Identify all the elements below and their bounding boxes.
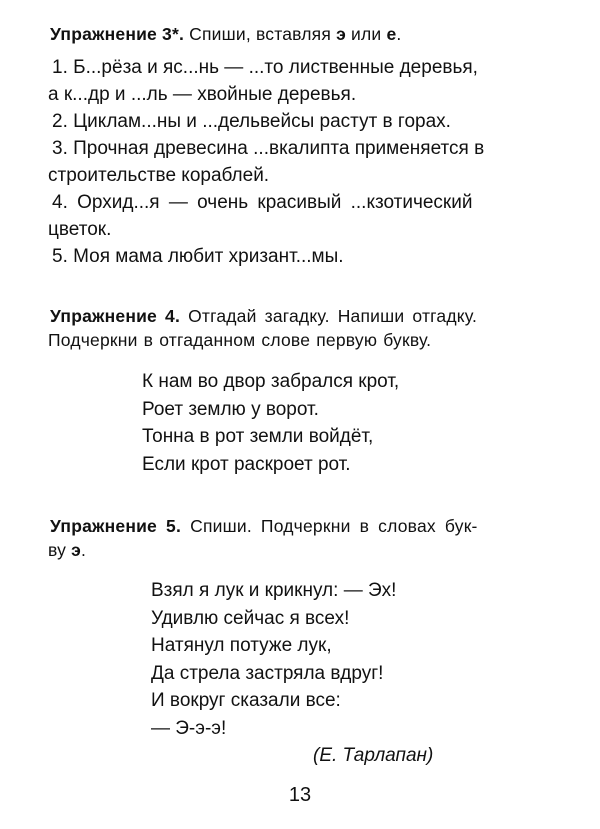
poem-line: — Э-э-э! — [151, 717, 227, 739]
exercise-3-item-2 — [50, 108, 578, 135]
letter-e: е — [386, 24, 397, 44]
exercise-5-title: Упражнение 5. — [50, 516, 182, 536]
exercise-3-item-1 — [50, 54, 578, 108]
exercise-4-heading — [50, 304, 578, 352]
riddle-line: Тонна в рот земли войдёт, — [142, 426, 374, 447]
poem-line: Натянул потуже лук, — [151, 635, 332, 656]
letter-e-reversed: э — [336, 24, 346, 44]
item-3-line-2: строительстве кораблей. — [48, 165, 270, 186]
exercise-5-instruction-line-2: ву — [48, 540, 72, 560]
exercise-4-title: Упражнение 4. — [50, 306, 181, 326]
exercise-3-instruction: Спиши, вставляя — [184, 24, 337, 44]
instruction-period: . — [81, 540, 87, 560]
exercise-5-heading — [50, 514, 578, 562]
letter-e-reversed: э — [71, 540, 81, 560]
exercise-3-item-5 — [50, 243, 578, 270]
poem-line: Да стрела застряла вдруг! — [151, 662, 384, 684]
exercise-3-title: Упражнение 3*. — [50, 24, 185, 44]
exercise-4-instruction-line-2: Подчеркни в отгаданном слове первую букву. — [48, 330, 432, 350]
exercise-4-riddle — [142, 368, 399, 478]
exercise-3-item-4 — [50, 189, 578, 243]
poem-author: (Е. Тарлапан) — [313, 745, 434, 766]
riddle-line: К нам во двор забрался крот, — [142, 371, 400, 392]
exercise-5-poem — [151, 577, 396, 742]
poem-line: И вокруг сказали все: — [151, 690, 341, 711]
exercise-5-instruction-line-1: Спиши. Подчеркни в словах бук- — [181, 516, 478, 536]
exercise-3-heading — [50, 22, 578, 46]
poem-line: Взял я лук и крикнул: — Эх! — [151, 580, 397, 601]
exercise-4-instruction-line-1: Отгадай загадку. Напиши отгадку. — [180, 306, 478, 326]
riddle-line: Роет землю у ворот. — [142, 398, 319, 420]
exercise-3-items — [50, 54, 578, 270]
item-1-line-1: 1. Б...рёза и яс...нь — ...то лиственные деревья, — [52, 57, 478, 78]
instruction-connector: или — [345, 24, 387, 44]
item-5-line-1: 5. Моя мама любит хризант...мы. — [52, 246, 344, 267]
poem-line: Удивлю сейчас я всех! — [151, 607, 350, 629]
item-4-line-2: цветок. — [48, 219, 112, 240]
item-1-line-2: а к...др и ...ль — хвойные деревья. — [48, 84, 357, 105]
item-2-line-1: 2. Циклам...ны и ...дельвейсы растут в горах. — [52, 111, 451, 132]
instruction-period: . — [396, 24, 402, 44]
page-number: 13 — [288, 784, 312, 806]
item-3-line-1: 3. Прочная древесина ...вкалипта применяется в — [52, 138, 485, 159]
exercise-3-item-3 — [50, 135, 578, 189]
riddle-line: Если крот раскроет рот. — [142, 453, 351, 475]
item-4-line-1: 4. Орхид...я — очень красивый ...кзотический — [52, 192, 473, 213]
